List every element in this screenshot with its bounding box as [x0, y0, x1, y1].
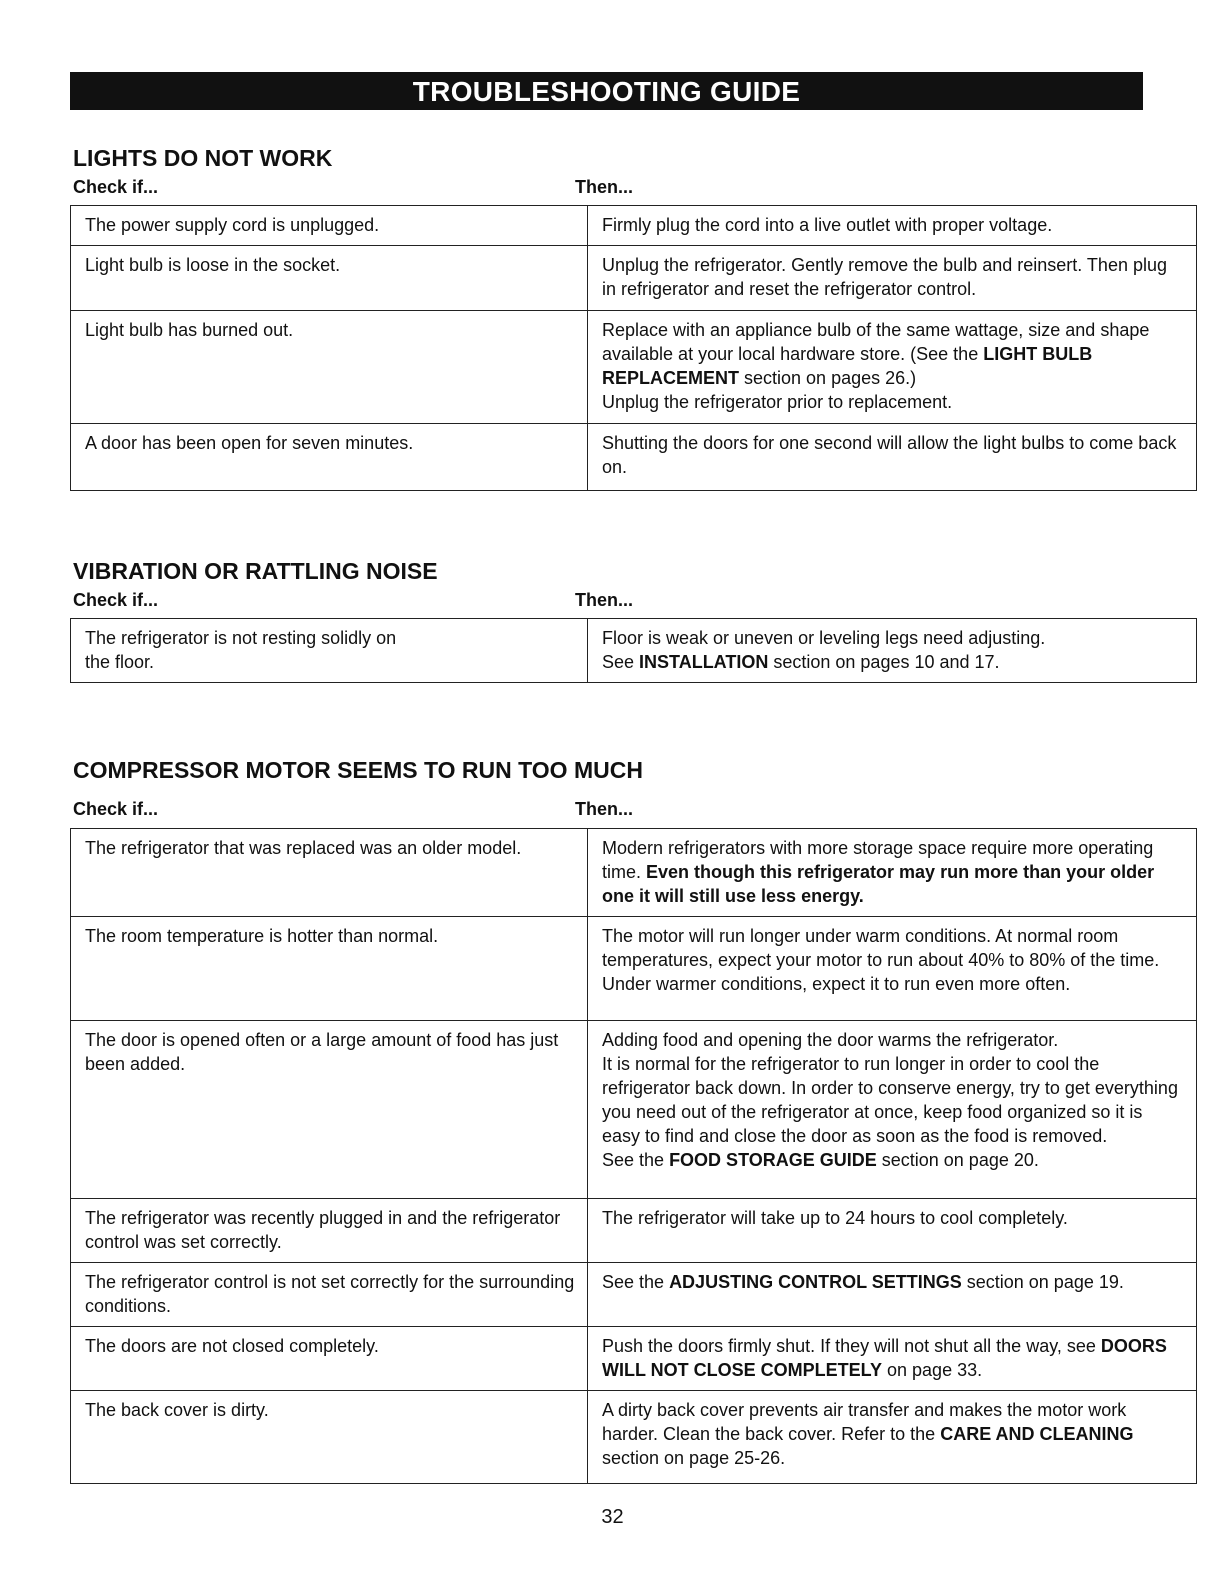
table-row — [71, 829, 1197, 917]
then-cell: Modern refrigerators with more storage space require more operating time. Even though this refrigerator may run more than your older one it will still use less energy. — [588, 829, 1197, 917]
then-cell: See the ADJUSTING CONTROL SETTINGS section on page 19. — [588, 1263, 1197, 1327]
bold-reference: CARE AND CLEANING — [940, 1424, 1134, 1444]
table-row — [71, 1391, 1197, 1484]
bold-reference: ADJUSTING CONTROL SETTINGS — [669, 1272, 962, 1292]
then-cell: Adding food and opening the door warms the refrigerator. It is normal for the refrigerator to run longer in order to cool the refrigerator back down. In order to conserve energy, try to get everything you need out of the refrigerator at once, keep food organized so it is easy to find and close the door as soon as the food is removed. See the FOOD STORAGE GUIDE section on page 20. — [588, 1021, 1197, 1199]
section-title: LIGHTS DO NOT WORK — [73, 145, 333, 171]
table-row — [71, 1199, 1197, 1263]
then-cell: Floor is weak or uneven or leveling legs need adjusting. See INSTALLATION section on pages 10 and 17. — [588, 619, 1197, 683]
page-number: 32 — [601, 1506, 624, 1528]
troubleshooting-table — [70, 828, 1197, 1484]
bold-reference: LIGHT BULB REPLACEMENT — [602, 344, 1093, 388]
then-cell: A dirty back cover prevents air transfer and makes the motor work harder. Clean the back cover. Refer to the CARE AND CLEANING section on page 25-26. — [588, 1391, 1197, 1484]
check-if-heading: Check if... — [73, 799, 159, 819]
table-row — [71, 1263, 1197, 1327]
table-row — [71, 424, 1197, 491]
bold-reference: INSTALLATION — [639, 652, 769, 672]
table-row — [71, 917, 1197, 1021]
then-heading: Then... — [575, 177, 633, 197]
check-if-heading: Check if... — [73, 590, 159, 610]
then-cell: Replace with an appliance bulb of the same wattage, size and shape available at your local hardware store. (See the LIGHT BULB REPLACEMENT section on pages 26.) Unplug the refrigerator prior to replacement. — [588, 311, 1197, 424]
page-banner: TROUBLESHOOTING GUIDE — [70, 72, 1143, 110]
table-row — [71, 619, 1197, 683]
table-row — [71, 311, 1197, 424]
check-cell: The refrigerator was recently plugged in and the refrigerator control was set correctly. — [71, 1199, 588, 1263]
table-row — [71, 1021, 1197, 1199]
troubleshooting-table — [70, 618, 1197, 683]
check-cell: A door has been open for seven minutes. — [71, 424, 588, 491]
check-cell: Light bulb is loose in the socket. — [71, 246, 588, 311]
check-cell: The power supply cord is unplugged. — [71, 206, 588, 246]
check-cell: The room temperature is hotter than normal. — [71, 917, 588, 1021]
check-cell: The doors are not closed completely. — [71, 1327, 588, 1391]
then-cell: Shutting the doors for one second will allow the light bulbs to come back on. — [588, 424, 1197, 491]
then-cell: The refrigerator will take up to 24 hours to cool completely. — [588, 1199, 1197, 1263]
bold-reference: FOOD STORAGE GUIDE — [669, 1150, 877, 1170]
check-cell: The refrigerator that was replaced was an older model. — [71, 829, 588, 917]
section-title: VIBRATION OR RATTLING NOISE — [73, 558, 438, 584]
section-title: COMPRESSOR MOTOR SEEMS TO RUN TOO MUCH — [73, 757, 643, 783]
check-cell: The refrigerator is not resting solidly on the floor. — [71, 619, 588, 683]
check-if-heading: Check if... — [73, 177, 159, 197]
table-row — [71, 1327, 1197, 1391]
then-cell: Unplug the refrigerator. Gently remove the bulb and reinsert. Then plug in refrigerator and reset the refrigerator control. — [588, 246, 1197, 311]
bold-reference: DOORS WILL NOT CLOSE COMPLETELY — [602, 1336, 1167, 1380]
table-row — [71, 206, 1197, 246]
troubleshooting-table — [70, 205, 1197, 491]
check-cell: Light bulb has burned out. — [71, 311, 588, 424]
then-heading: Then... — [575, 590, 633, 610]
then-cell: The motor will run longer under warm conditions. At normal room temperatures, expect your motor to run about 40% to 80% of the time. Under warmer conditions, expect it to run even more often. — [588, 917, 1197, 1021]
check-cell: The refrigerator control is not set correctly for the surrounding conditions. — [71, 1263, 588, 1327]
check-cell: The back cover is dirty. — [71, 1391, 588, 1484]
bold-reference: Even though this refrigerator may run more than your older one it will still use less energy. — [602, 862, 1155, 906]
then-cell: Firmly plug the cord into a live outlet with proper voltage. — [588, 206, 1197, 246]
check-cell: The door is opened often or a large amount of food has just been added. — [71, 1021, 588, 1199]
table-row — [71, 246, 1197, 311]
then-heading: Then... — [575, 799, 633, 819]
then-cell: Push the doors firmly shut. If they will not shut all the way, see DOORS WILL NOT CLOSE COMPLETELY on page 33. — [588, 1327, 1197, 1391]
